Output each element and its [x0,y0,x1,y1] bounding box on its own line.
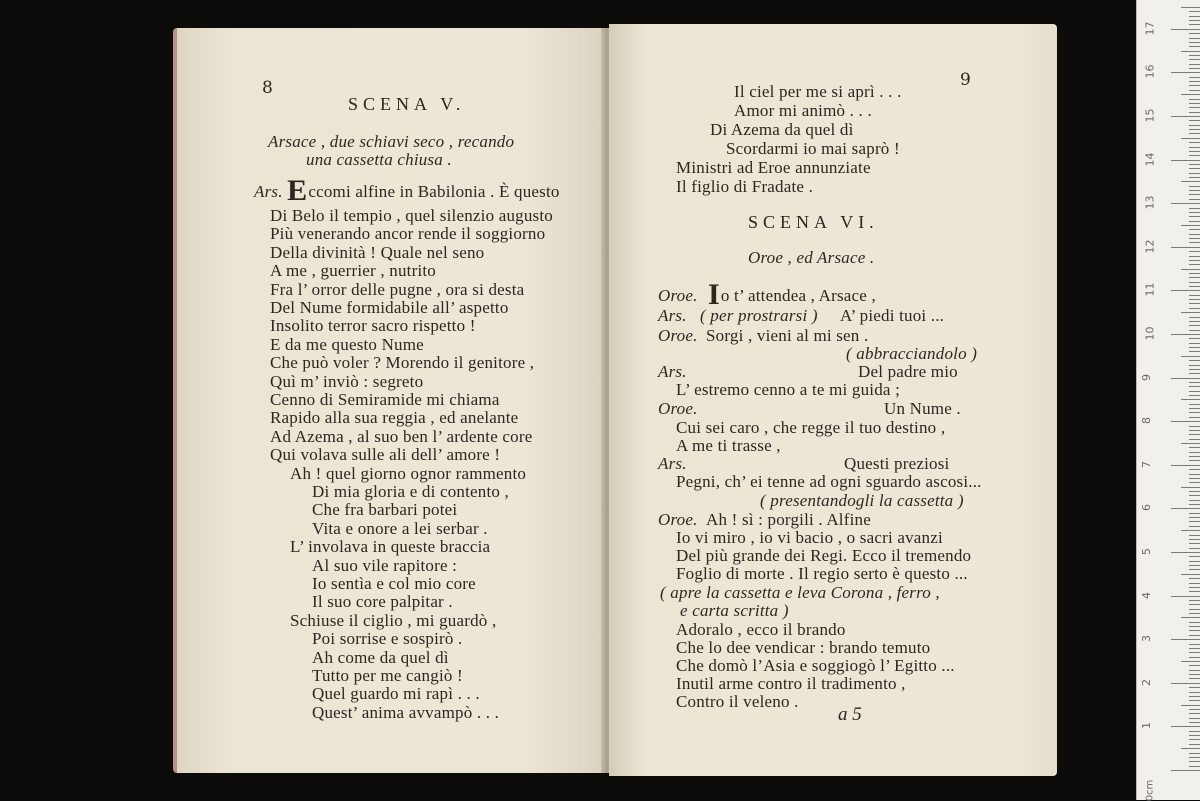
ruler-number: 11 [1143,282,1157,297]
ruler-number: 12 [1143,239,1157,254]
right-top-line: Amor mi animò . . . [734,101,872,120]
ruler-tick [1189,173,1200,174]
signature-mark: a 5 [838,704,862,725]
right-top-line: Ministri ad Eroe annunziate [676,158,871,177]
ruler-tick [1189,168,1200,169]
right-top-line: Scordarmi io mai saprò ! [726,139,900,158]
ruler-tick [1189,692,1200,693]
ruler-tick [1189,208,1200,209]
dialogue-line: Del padre mio [858,362,958,381]
drop-cap: I [708,278,720,311]
left-verse-line: Al suo vile rapitore : [312,555,458,575]
ruler-tick [1189,308,1200,309]
ruler-tick [1189,548,1200,549]
ruler-tick [1171,247,1200,248]
ruler-tick [1189,33,1200,34]
ruler-tick [1189,600,1200,601]
dialogue-line: Foglio di morte . Il regio serto è questo ... [676,564,968,583]
ruler-number: 10 [1143,326,1157,341]
left-verse-line: Il suo core palpitar . [312,592,453,612]
ruler-tick [1189,587,1200,588]
ruler-tick [1189,753,1200,754]
ruler-tick [1189,190,1200,191]
ruler-tick [1189,177,1200,178]
ruler-tick [1189,626,1200,627]
ruler-tick [1189,504,1200,505]
ruler-tick [1189,565,1200,566]
ruler-tick [1189,604,1200,605]
ruler-tick [1189,452,1200,453]
left-first-line [254,174,560,207]
ruler-tick [1181,617,1200,618]
ruler-tick [1189,238,1200,239]
ruler-tick [1189,569,1200,570]
dialogue-line: L’ estremo cenno a te mi guida ; [676,380,901,399]
ruler-tick [1189,260,1200,261]
ruler-tick [1189,317,1200,318]
ruler-tick [1189,46,1200,47]
stage-note: ( apre la cassetta e leva Corona , ferro , [660,583,940,602]
left-verse-line: Che può voler ? Morendo il genitore , [270,353,535,373]
ruler-number: 9 [1140,373,1153,381]
ruler-tick [1189,739,1200,740]
speaker-label: Oroe. [658,326,698,345]
speaker-label: Oroe. [658,399,698,418]
ruler-tick [1189,735,1200,736]
ruler-tick [1171,552,1200,553]
left-verse-line: Qui volava sulle ali dell’ amore ! [270,445,501,465]
ruler-tick [1189,469,1200,470]
ruler-tick [1189,164,1200,165]
ruler-tick [1189,644,1200,645]
speaker-label: Ars. [658,306,687,325]
ruler-tick [1189,11,1200,12]
ruler-tick [1171,683,1200,684]
ruler-tick [1181,269,1200,270]
ruler-tick [1181,705,1200,706]
ruler-tick [1189,408,1200,409]
ruler-tick [1189,722,1200,723]
ruler-tick [1189,412,1200,413]
ruler-number: 1 [1140,722,1153,730]
ruler-tick [1189,622,1200,623]
ruler-tick [1171,29,1200,30]
ruler-tick [1189,591,1200,592]
ruler-tick [1171,116,1200,117]
ruler-tick [1189,583,1200,584]
left-verse-line: E da me questo Nume [270,334,424,354]
ruler-tick [1189,129,1200,130]
dialogue-line: Pegni, ch’ ei tenne ad ogni sguardo ascosi... [676,472,982,491]
dialogue-line: Questi preziosi [844,454,950,473]
ruler-tick [1189,133,1200,134]
right-top-line: Di Azema da quel dì [710,120,854,139]
ruler-tick [1189,216,1200,217]
ruler-tick [1189,404,1200,405]
ruler-tick [1189,648,1200,649]
dialogue-line: Io vi miro , io vi bacio , o sacri avanzi [676,528,943,547]
right-stage-direction: Oroe , ed Arsace . [748,248,875,267]
ruler-tick [1189,212,1200,213]
ruler-number: 4 [1140,591,1153,599]
dialogue-line: A me ti trasse , [676,436,781,455]
ruler-tick [1189,426,1200,427]
ruler-tick [1189,282,1200,283]
dialogue-line [708,278,876,311]
ruler-tick [1189,491,1200,492]
ruler-tick [1189,434,1200,435]
ruler-tick [1189,535,1200,536]
left-verse-line: Ah ! quel giorno ognor rammento [290,463,527,483]
ruler-tick [1189,513,1200,514]
left-verse-line: Che fra barbari potei [312,500,458,520]
stage-note: e carta scritta ) [680,601,789,620]
ruler-tick [1181,51,1200,52]
left-verse-line: Del Nume formidabile all’ aspetto [270,298,509,317]
ruler-tick [1189,417,1200,418]
left-verse-line: Quest’ anima avvampò . . . [312,702,500,722]
ruler-tick [1171,465,1200,466]
ruler-tick [1189,386,1200,387]
ruler-tick [1181,574,1200,575]
ruler-tick [1189,391,1200,392]
ruler-tick [1189,678,1200,679]
left-page-number: 8 [262,78,273,98]
ruler-number: 15 [1143,108,1157,123]
ruler-tick [1189,20,1200,21]
left-verse-line: Più venerando ancor rende il soggiorno [270,224,546,244]
speaker-label: Ars. [254,182,283,201]
ruler-number: 5 [1140,548,1153,555]
ruler-tick [1189,382,1200,383]
dialogue-line: Ah ! sì : porgili . Alfine [706,510,871,529]
speaker-label: Ars. [658,362,687,381]
left-verse-line: Schiuse il ciglio , mi guardò , [290,610,497,630]
left-verse-line: Io sentìa e col mio core [312,574,476,593]
ruler-tick [1171,639,1200,640]
ruler-tick [1189,744,1200,745]
ruler-tick [1189,347,1200,348]
ruler-tick [1189,696,1200,697]
right-scene-title: SCENA VI. [748,212,879,232]
ruler-tick [1171,160,1200,161]
ruler-number: 13 [1143,195,1157,210]
left-verse-line: Ah come da quel dì [312,647,449,667]
ruler-tick [1189,447,1200,448]
ruler-tick [1181,487,1200,488]
ruler-tick [1189,55,1200,56]
dialogue-line: Cui sei caro , che regge il tuo destino , [676,418,946,437]
ruler-tick [1189,609,1200,610]
ruler-tick [1189,709,1200,710]
ruler-tick [1189,731,1200,732]
ruler-tick [1189,299,1200,300]
ruler-tick [1181,181,1200,182]
ruler-tick [1181,748,1200,749]
ruler-tick [1189,687,1200,688]
ruler-tick [1189,125,1200,126]
ruler-tick [1181,399,1200,400]
left-scene-title: SCENA V. [348,94,466,114]
ruler-tick [1189,90,1200,91]
ruler-tick [1189,578,1200,579]
ruler-tick [1189,155,1200,156]
ruler-tick [1181,661,1200,662]
ruler-tick [1189,103,1200,104]
ruler-number: 14 [1143,152,1157,167]
left-verse-line: Quel guardo mi rapì . . . [312,684,480,704]
left-verse-line: Fra l’ orror delle pugne , ora si desta [270,279,525,299]
dialogue-line: Che domò l’Asia e soggiogò l’ Egitto ... [676,656,955,675]
ruler-tick [1189,543,1200,544]
ruler-tick [1189,151,1200,152]
ruler-tick [1189,120,1200,121]
ruler-tick [1189,613,1200,614]
left-verse-line: Di Belo il tempio , quel silenzio augusto [270,206,553,225]
ruler-tick [1171,726,1200,727]
ruler-tick [1189,330,1200,331]
dialogue-line: Del più grande dei Regi. Ecco il tremendo [676,546,972,565]
ruler-tick [1189,369,1200,370]
ruler-tick [1189,277,1200,278]
right-page-number: 9 [960,70,971,90]
left-verse-line: Della divinità ! Quale nel seno [270,242,485,262]
ruler-tick [1189,16,1200,17]
left-stage-direction-2: una cassetta chiusa . [306,150,452,169]
ruler-number: 16 [1143,64,1157,79]
ruler-tick [1189,147,1200,148]
ruler-tick [1189,460,1200,461]
ruler-tick [1189,303,1200,304]
left-verse-line: Vita e onore a lei serbar . [312,518,488,538]
speaker-label: Oroe. [658,286,698,305]
stage-note: ( presentandogli la cassetta ) [760,491,964,510]
ruler-tick [1189,430,1200,431]
dialogue-line: Sorgi , vieni al mi sen . [706,326,869,345]
ruler-tick [1189,321,1200,322]
ruler-tick [1189,766,1200,767]
stage-note: ( per prostrarsi ) [700,306,818,325]
ruler-tick [1181,443,1200,444]
right-top-line: Il figlio di Fradate . [676,177,814,196]
ruler-tick [1181,138,1200,139]
ruler-tick [1189,456,1200,457]
ruler-tick [1189,99,1200,100]
dialogue-line: Un Nume . [884,399,961,418]
ruler-tick [1189,229,1200,230]
ruler-tick [1189,657,1200,658]
left-verse-line: Rapido alla sua reggia , ed anelante [270,408,519,428]
left-verse-line: Cenno di Semiramide mi chiama [270,390,500,409]
ruler-tick [1189,757,1200,758]
ruler-tick [1189,700,1200,701]
stage-note: ( abbracciandolo ) [846,344,978,363]
ruler-tick [1189,199,1200,200]
ruler-tick [1189,77,1200,78]
ruler-tick [1189,373,1200,374]
ruler-tick [1189,718,1200,719]
right-top-line: Il ciel per me si aprì . . . [734,82,902,101]
dialogue-line: A’ piedi tuoi ... [840,306,945,325]
ruler-tick [1189,539,1200,540]
first-line-text: ccomi alfine in Babilonia . È questo [308,182,560,201]
ruler-tick [1189,325,1200,326]
ruler-tick [1189,713,1200,714]
ruler-tick [1171,596,1200,597]
ruler-tick [1189,478,1200,479]
ruler-tick [1189,295,1200,296]
ruler-tick [1189,652,1200,653]
ruler-tick [1189,439,1200,440]
ruler-tick [1189,526,1200,527]
ruler-tick [1189,68,1200,69]
ruler-tick [1189,761,1200,762]
ruler-tick [1189,517,1200,518]
dialogue-text: o t’ attendea , Arsace , [720,286,876,305]
ruler-tick [1189,286,1200,287]
dialogue-line: Che lo dee vendicar : brando temuto [676,638,931,657]
ruler-tick [1189,24,1200,25]
dialogue-line: Contro il veleno . [676,692,799,711]
ruler-tick [1189,360,1200,361]
ruler-tick [1181,312,1200,313]
ruler-tick [1171,290,1200,291]
ruler-tick [1171,508,1200,509]
ruler-tick [1189,107,1200,108]
ruler-tick [1189,242,1200,243]
ruler-tick [1189,521,1200,522]
ruler-tick [1189,495,1200,496]
ruler-number: 6 [1140,504,1153,512]
ruler-tick [1181,530,1200,531]
ruler-tick [1189,674,1200,675]
ruler-number: 7 [1140,460,1153,468]
ruler-tick [1189,142,1200,143]
dialogue-line: Inutil arme contro il tradimento , [676,674,906,693]
dialogue-line: Adoralo , ecco il brando [676,620,846,639]
ruler-tick [1171,203,1200,204]
speaker-label: Ars. [658,454,687,473]
ruler-tick [1189,85,1200,86]
left-verse-line: Di mia gloria e di contento , [312,482,510,501]
ruler-tick [1189,273,1200,274]
left-stage-direction-1: Arsace , due schiavi seco , recando [268,132,515,151]
ruler-tick [1189,251,1200,252]
ruler-tick [1171,770,1200,771]
ruler-tick [1189,264,1200,265]
ruler-number: 3 [1140,635,1153,643]
ruler-tick [1181,225,1200,226]
ruler-tick [1189,38,1200,39]
ruler-number: 17 [1143,21,1157,36]
left-verse-line: Tutto per me cangiò ! [312,666,463,685]
ruler-tick [1189,556,1200,557]
ruler-tick [1189,112,1200,113]
ruler-tick [1189,234,1200,235]
left-verse-line: Insolito terror sacro rispetto ! [270,316,476,336]
ruler-tick [1189,395,1200,396]
ruler-tick [1171,334,1200,335]
left-verse-line: L’ involava in queste braccia [290,537,491,557]
ruler-tick [1181,7,1200,8]
ruler-number: 8 [1140,417,1153,425]
speaker-label: Oroe. [658,510,698,529]
ruler-tick [1189,670,1200,671]
ruler-tick [1189,256,1200,257]
ruler-tick [1189,64,1200,65]
left-verse-line: A me , guerrier , nutrito [270,261,436,281]
ruler-tick [1189,474,1200,475]
ruler-tick [1189,665,1200,666]
ruler-tick [1189,365,1200,366]
ruler-tick [1189,561,1200,562]
ruler-tick [1189,351,1200,352]
left-verse-line: Quì m’ inviò : segreto [270,371,424,391]
ruler-number: 2 [1140,678,1153,686]
ruler-tick [1189,630,1200,631]
drop-cap: E [287,174,308,207]
ruler-tick [1189,338,1200,339]
ruler-tick [1181,356,1200,357]
left-verse-line: Ad Azema , al suo ben l’ ardente core [270,426,533,446]
ruler-tick [1171,72,1200,73]
ruler-tick [1189,186,1200,187]
ruler-tick [1189,343,1200,344]
ruler-tick [1189,635,1200,636]
measuring-ruler [1136,0,1200,800]
ruler-tick [1189,221,1200,222]
ruler-tick [1189,482,1200,483]
ruler-tick [1171,378,1200,379]
ruler-tick [1189,42,1200,43]
ruler-tick [1189,81,1200,82]
ruler-tick [1181,94,1200,95]
left-verse-line: Poi sorrise e sospirò . [312,629,463,649]
ruler-unit-label: 0cm [1144,779,1156,801]
ruler-tick [1189,194,1200,195]
ruler-tick [1189,59,1200,60]
ruler-tick [1171,421,1200,422]
ruler-tick [1189,500,1200,501]
